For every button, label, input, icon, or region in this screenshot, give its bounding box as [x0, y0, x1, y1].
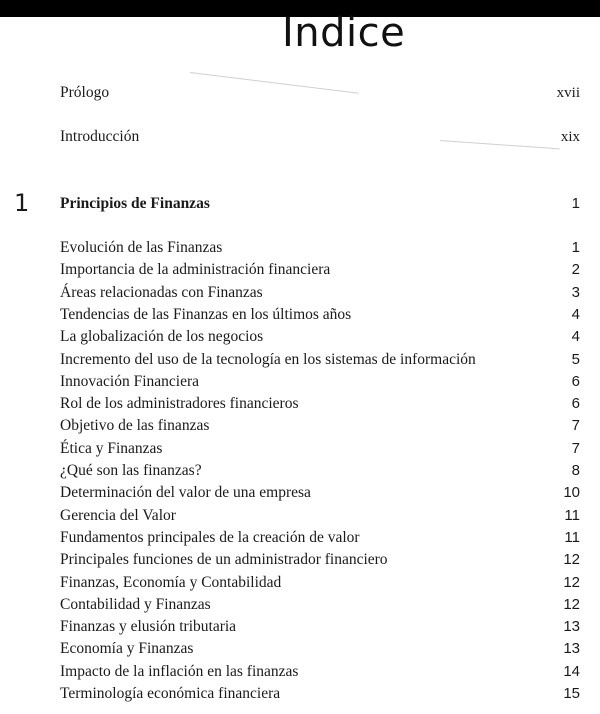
toc-entry-page: 11	[564, 506, 580, 524]
toc-entry-page: xix	[560, 129, 580, 145]
toc-entry-label: Contabilidad y Finanzas	[60, 595, 211, 613]
toc-entry[interactable]	[60, 349, 580, 371]
toc-entry-label: Economía y Finanzas	[60, 640, 194, 658]
toc-entry-page: 15	[563, 685, 580, 702]
toc-entry-page: 12	[563, 573, 580, 591]
toc-entry-page: 7	[571, 417, 580, 435]
toc-entry[interactable]	[60, 259, 580, 281]
toc-entry-page: 3	[571, 283, 580, 301]
toc-entry[interactable]	[60, 638, 580, 660]
toc-entry-page: 10	[563, 484, 580, 502]
toc-entry-label: Evolución de las Finanzas	[60, 239, 223, 256]
toc-entry-label: Principales funciones de un administrador financiero	[60, 551, 388, 569]
toc-entry-page: 6	[571, 372, 580, 390]
toc-entry[interactable]	[60, 527, 580, 549]
toc-entry-page: 14	[563, 662, 580, 680]
toc-entry-page: 4	[571, 305, 580, 323]
toc-entry-page: 8	[571, 462, 580, 479]
toc-entry-page: 1	[571, 239, 580, 256]
toc-entry-page: 5	[571, 350, 580, 368]
toc-entry[interactable]	[60, 661, 580, 683]
toc-entry[interactable]	[60, 438, 580, 460]
toc-entry-page: 2	[571, 261, 580, 279]
toc-entry[interactable]	[60, 415, 580, 437]
toc-entry-page: 12	[563, 551, 580, 569]
toc-entry-label: Incremento del uso de la tecnología en los sistemas de información	[60, 350, 476, 368]
toc-entry[interactable]	[60, 326, 580, 348]
toc-entry-page: 7	[571, 439, 580, 457]
toc-entry[interactable]	[60, 304, 580, 326]
toc-entry-label: Áreas relacionadas con Finanzas	[60, 283, 263, 301]
toc-entry-label: Gerencia del Valor	[60, 506, 176, 524]
toc-entry-page: xvii	[556, 85, 580, 101]
toc-entry[interactable]	[60, 393, 580, 415]
toc-entry-page: 4	[571, 328, 580, 346]
toc-entry[interactable]	[60, 549, 580, 571]
toc-entry[interactable]	[60, 482, 580, 504]
toc-entry-label: Objetivo de las finanzas	[60, 417, 210, 435]
toc-entry-label: Rol de los administradores financieros	[60, 395, 299, 413]
toc-entry[interactable]	[60, 237, 580, 259]
toc-entry-label: ¿Qué son las finanzas?	[60, 462, 202, 479]
toc-entry-label: Tendencias de las Finanzas en los últimos años	[60, 305, 352, 323]
toc-entry-page: 13	[563, 640, 580, 658]
toc-entry[interactable]	[60, 371, 580, 393]
toc-entry-page: 11	[564, 528, 580, 546]
page-title: Indice	[282, 10, 406, 56]
toc-entry-label: Fundamentos principales de la creación de valor	[60, 528, 360, 546]
toc-entry-page: 1	[571, 195, 580, 212]
toc-entry-page: 6	[571, 395, 580, 413]
toc-entry-label: Impacto de la inflación en las finanzas	[60, 662, 299, 680]
toc-entry[interactable]	[60, 282, 580, 304]
toc-entry-label: Innovación Financiera	[60, 372, 200, 390]
toc-entry[interactable]	[60, 683, 580, 705]
chapter-title: Principios de Finanzas	[60, 195, 210, 212]
toc-entry-label: Finanzas y elusión tributaria	[60, 618, 237, 636]
toc-entry-label: La globalización de los negocios	[60, 328, 264, 346]
toc-entry-label: Finanzas, Economía y Contabilidad	[60, 573, 282, 591]
toc-entry-label: Prólogo	[60, 84, 110, 101]
toc-entry[interactable]	[60, 460, 580, 482]
toc-entry[interactable]	[60, 572, 580, 594]
toc-entry-page: 13	[563, 618, 580, 636]
toc-entry-label: Determinación del valor de una empresa	[60, 484, 311, 502]
toc-entry[interactable]	[60, 594, 580, 616]
chapter-title-entry[interactable]	[60, 193, 580, 215]
chapter-number: 1	[14, 189, 30, 217]
toc-entry[interactable]	[60, 505, 580, 527]
toc-entry-label: Ética y Finanzas	[60, 439, 163, 457]
toc-entry-label: Importancia de la administración financiera	[60, 261, 331, 279]
toc-entry-prologo[interactable]	[60, 82, 580, 104]
toc-entry-introduccion[interactable]	[60, 126, 580, 148]
toc-entry[interactable]	[60, 616, 580, 638]
toc-entry-label: Introducción	[60, 128, 140, 145]
toc-entry-page: 12	[563, 595, 580, 613]
toc-entry-label: Terminología económica financiera	[60, 685, 281, 702]
